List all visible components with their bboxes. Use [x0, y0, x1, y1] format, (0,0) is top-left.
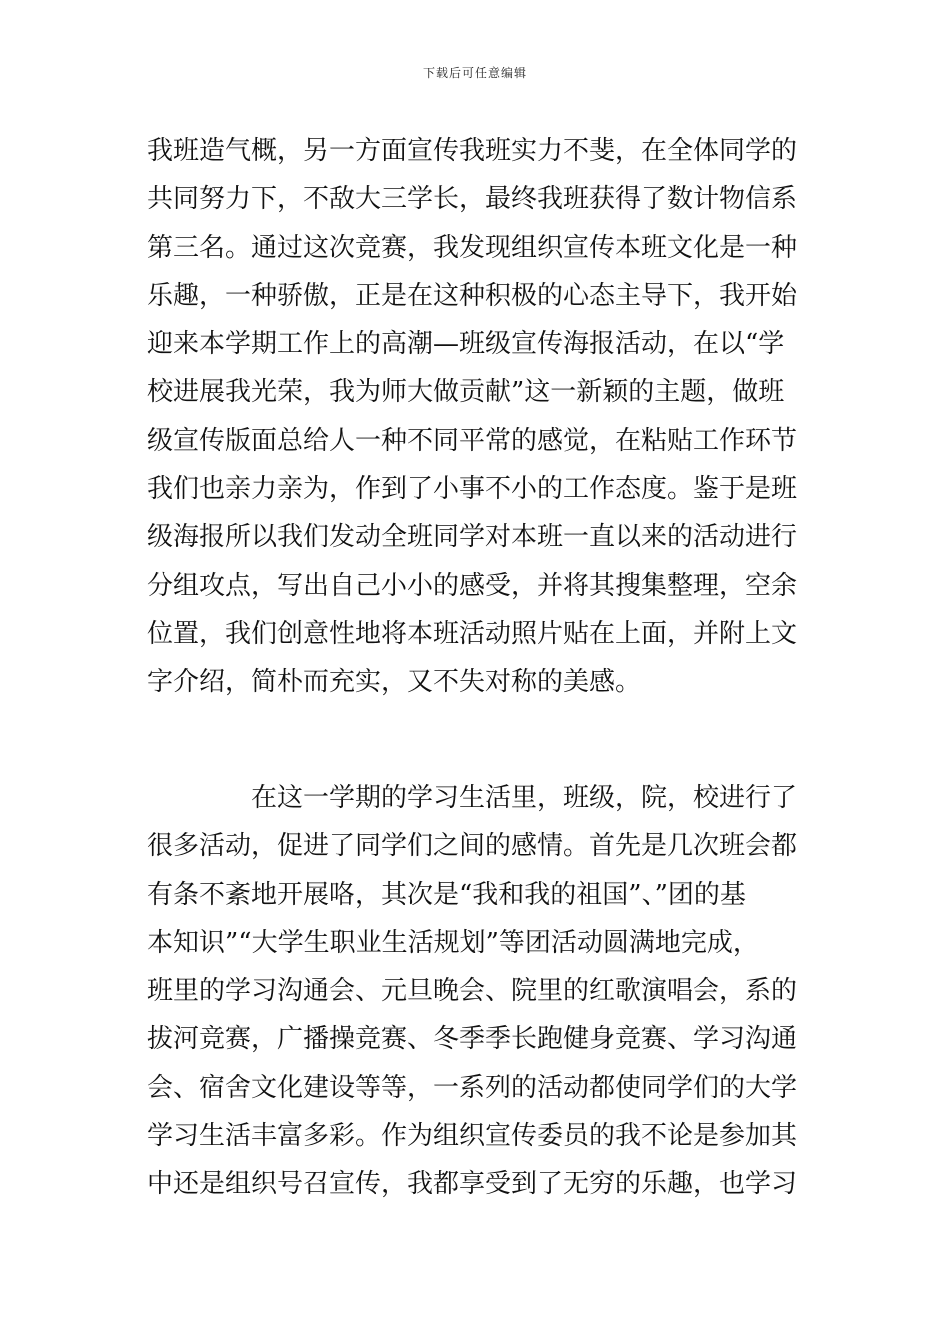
paragraph-1	[147, 127, 807, 707]
text-line: 学习生活丰富多彩。作为组织宣传委员的我不论是参加其	[147, 1121, 798, 1152]
paragraph-2	[147, 774, 807, 1209]
text-line: 很多活动，促进了同学们之间的感情。首先是几次班会都	[147, 831, 798, 862]
text-line: 拔河竞赛，广播操竞赛、冬季季长跑健身竞赛、学习沟通	[147, 1024, 798, 1055]
text-line: 字介绍，简朴而充实，又不失对称的美感。	[147, 667, 642, 698]
text-line: 分组攻点，写出自己小小的感受，并将其搜集整理，空余	[147, 570, 798, 601]
text-line: 我班造气概，另一方面宣传我班实力不斐，在全体同学的	[147, 136, 798, 166]
text-line: 本知识”“大学生职业生活规划”等团活动圆满地完成，	[147, 927, 759, 958]
text-line: 位置，我们创意性地将本班活动照片贴在上面，并附上文	[147, 618, 798, 649]
text-line-indented: 在这一学期的学习生活里，班级，院，校进行了	[251, 783, 798, 813]
text-line: 中还是组织号召宣传，我都享受到了无穷的乐趣，也学习	[147, 1169, 798, 1200]
text-line: 迎来本学期工作上的高潮—班级宣传海报活动，在以“学	[147, 329, 785, 360]
text-line: 级宣传版面总给人一种不同平常的感觉，在粘贴工作环节	[147, 425, 798, 456]
text-line: 有条不紊地开展咯，其次是“我和我的祖国”、”团的基	[147, 879, 746, 910]
text-line: 我们也亲力亲为，作到了小事不小的工作态度。鉴于是班	[147, 474, 798, 505]
text-line: 乐趣，一种骄傲，正是在这种积极的心态主导下，我开始	[147, 280, 798, 311]
text-line: 第三名。通过这次竞赛，我发现组织宣传本班文化是一种	[147, 232, 798, 263]
text-line: 共同努力下，不敌大三学长，最终我班获得了数计物信系	[147, 184, 798, 215]
text-line: 会、宿舍文化建设等等，一系列的活动都使同学们的大学	[147, 1072, 798, 1103]
text-line: 校进展我光荣，我为师大做贡献”这一新颖的主题，做班	[147, 377, 785, 408]
text-line: 班里的学习沟通会、元旦晚会、院里的红歌演唱会，系的	[147, 976, 798, 1007]
text-line: 级海报所以我们发动全班同学对本班一直以来的活动进行	[147, 522, 798, 553]
page-header: 下载后可任意编辑	[422, 66, 527, 80]
